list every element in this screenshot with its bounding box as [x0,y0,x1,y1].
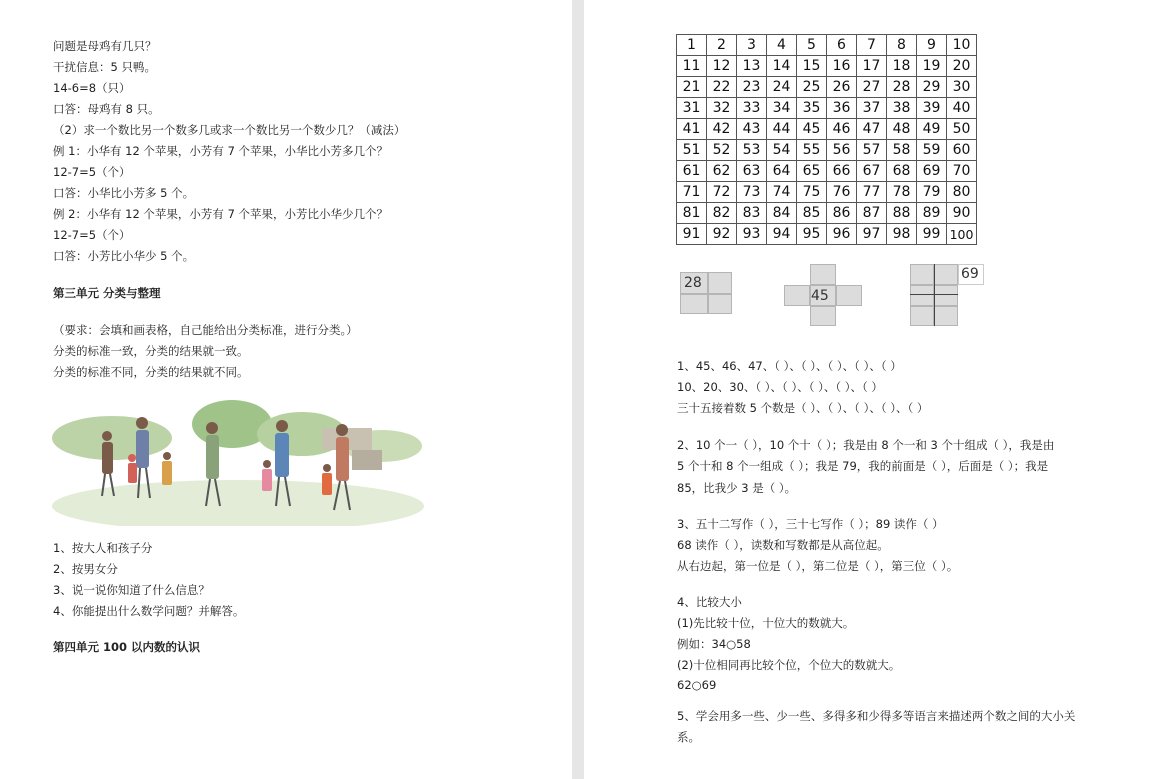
hundred-chart-cell: 1 [677,35,707,56]
hundred-chart-cell: 51 [677,140,707,161]
hundred-chart-cell: 13 [737,56,767,77]
hundred-chart-cell: 2 [707,35,737,56]
text-line: 12-7=5（个） [53,228,131,242]
text-line: 干扰信息：5 只鸭。 [53,60,156,74]
hundred-chart-cell: 53 [737,140,767,161]
hundred-chart-cell: 70 [947,161,977,182]
text-line: 系。 [677,730,700,744]
hundred-chart-cell: 31 [677,98,707,119]
hundred-chart-cell: 64 [767,161,797,182]
hundred-chart-cell: 36 [827,98,857,119]
hundred-chart-cell: 26 [827,77,857,98]
section-title: 第四单元 100 以内数的认识 [53,640,201,654]
text-line: 分类的标准一致，分类的结果就一致。 [53,344,249,358]
text-line: 85，比我少 3 是（ ）。 [677,481,797,495]
fragment-label: 69 [961,266,979,282]
hundred-chart-cell: 97 [857,224,887,245]
hundred-chart-cell: 87 [857,203,887,224]
hundred-chart-cell: 30 [947,77,977,98]
hundred-chart-cell: 75 [797,182,827,203]
text-line: 68 读作（ ），读数和写数都是从高位起。 [677,538,889,552]
hundred-chart [676,34,977,245]
hundred-chart-cell: 21 [677,77,707,98]
hundred-chart-cell: 85 [797,203,827,224]
hundred-chart-cell: 72 [707,182,737,203]
hundred-chart-cell: 27 [857,77,887,98]
hundred-chart-cell: 52 [707,140,737,161]
text-line: (1)先比较十位，十位大的数就大。 [677,616,855,630]
hundred-chart-cell: 63 [737,161,767,182]
hundred-chart-cell: 16 [827,56,857,77]
text-line: 10、20、30、（ ）、（ ）、（ ）、（ ）、（ ） [677,380,883,394]
text-line: 分类的标准不同，分类的结果就不同。 [53,365,249,379]
hundred-chart-row [677,182,977,203]
hundred-chart-cell: 56 [827,140,857,161]
hundred-chart-cell: 49 [917,119,947,140]
text-line: （要求：会填和画表格，自己能给出分类标准，进行分类。） [53,323,358,337]
hundred-chart-cell: 86 [827,203,857,224]
hundred-chart-cell: 91 [677,224,707,245]
hundred-chart-cell: 38 [887,98,917,119]
hundred-chart-cell: 73 [737,182,767,203]
hundred-chart-cell: 77 [857,182,887,203]
text-line: 问题是母鸡有几只？ [53,39,157,53]
hundred-chart-cell: 34 [767,98,797,119]
question-item: 3、说一说你知道了什么信息？ [53,583,210,597]
hundred-chart-cell: 65 [797,161,827,182]
text-line: （2）求一个数比另一个数多几或求一个数比另一个数少几？（减法） [53,123,406,137]
hundred-chart-cell: 43 [737,119,767,140]
hundred-chart-cell: 74 [767,182,797,203]
text-line: 14-6=8（只） [53,81,131,95]
hundred-chart-cell: 8 [887,35,917,56]
hundred-chart-cell: 92 [707,224,737,245]
hundred-chart-cell: 7 [857,35,887,56]
hundred-chart-cell: 57 [857,140,887,161]
text-line: 例 2：小华有 12 个苹果，小芳有 7 个苹果，小芳比小华少几个？ [53,207,389,221]
hundred-chart-cell: 96 [827,224,857,245]
hundred-chart-cell: 66 [827,161,857,182]
chart-fragment-45 [784,264,862,326]
hundred-chart-cell: 55 [797,140,827,161]
hundred-chart-cell: 67 [857,161,887,182]
hundred-chart-cell: 61 [677,161,707,182]
hundred-chart-cell: 50 [947,119,977,140]
hundred-chart-row [677,56,977,77]
text-line: 口答：母鸡有 8 只。 [53,102,160,116]
hundred-chart-row [677,161,977,182]
hundred-chart-cell: 42 [707,119,737,140]
hundred-chart-cell: 24 [767,77,797,98]
hundred-chart-cell: 22 [707,77,737,98]
text-line: 5、学会用多一些、少一些、多得多和少得多等语言来描述两个数之间的大小关 [677,709,1076,723]
hundred-chart-cell: 98 [887,224,917,245]
hundred-chart-cell: 88 [887,203,917,224]
hundred-chart-cell: 82 [707,203,737,224]
chart-fragment-69 [910,264,984,326]
hundred-chart-cell: 81 [677,203,707,224]
hundred-chart-cell: 94 [767,224,797,245]
hundred-chart-cell: 89 [917,203,947,224]
hundred-chart-cell: 78 [887,182,917,203]
hundred-chart-row [677,224,977,245]
hundred-chart-cell: 76 [827,182,857,203]
hundred-chart-cell: 33 [737,98,767,119]
hundred-chart-cell: 29 [917,77,947,98]
hundred-chart-cell: 20 [947,56,977,77]
hundred-chart-cell: 11 [677,56,707,77]
hundred-chart-cell: 60 [947,140,977,161]
hundred-chart-row [677,35,977,56]
question-item: 4、你能提出什么数学问题？并解答。 [53,604,245,618]
hundred-chart-cell: 32 [707,98,737,119]
hundred-chart-cell: 100 [947,224,977,245]
hundred-chart-cell: 47 [857,119,887,140]
text-line: 4、比较大小 [677,595,742,609]
left-page [0,0,572,779]
section-title: 第三单元 分类与整理 [53,286,161,300]
hundred-chart-cell: 23 [737,77,767,98]
text-line: 2、10 个一（ ），10 个十（ ）；我是由 8 个一和 3 个十组成（ ），我是由 [677,438,1055,452]
hundred-chart-cell: 95 [797,224,827,245]
hundred-chart-cell: 99 [917,224,947,245]
hundred-chart-cell: 90 [947,203,977,224]
hundred-chart-cell: 54 [767,140,797,161]
hundred-chart-cell: 28 [887,77,917,98]
hundred-chart-cell: 62 [707,161,737,182]
hundred-chart-row [677,119,977,140]
hundred-chart-cell: 45 [797,119,827,140]
text-line: 三十五接着数 5 个数是（ ）、（ ）、（ ）、（ ）、（ ） [677,401,929,415]
hundred-chart-cell: 41 [677,119,707,140]
hundred-chart-cell: 44 [767,119,797,140]
hundred-chart-cell: 40 [947,98,977,119]
hundred-chart-row [677,98,977,119]
hundred-chart-cell: 35 [797,98,827,119]
text-line: 口答：小芳比小华少 5 个。 [53,249,195,263]
text-line: 12-7=5（个） [53,165,131,179]
hundred-chart-cell: 4 [767,35,797,56]
text-line: 5 个十和 8 个一组成（ ）；我是 79，我的前面是（ ），后面是（ ）；我是 [677,459,1049,473]
text-line: 3、五十二写作（ ），三十七写作（ ）；89 读作（ ） [677,517,944,531]
text-line: 1、45、46、47、（ ）、（ ）、（ ）、（ ）、（ ） [677,359,902,373]
hundred-chart-cell: 6 [827,35,857,56]
hundred-chart-cell: 12 [707,56,737,77]
hundred-chart-cell: 48 [887,119,917,140]
hundred-chart-cell: 46 [827,119,857,140]
text-line: (2)十位相同再比较个位，个位大的数就大。 [677,658,901,672]
hundred-chart-cell: 3 [737,35,767,56]
hundred-chart-cell: 15 [797,56,827,77]
text-line: 62○69 [677,678,717,692]
text-line: 从右边起，第一位是（ ），第二位是（ ），第三位（ ）。 [677,559,959,573]
hundred-chart-cell: 14 [767,56,797,77]
question-item: 1、按大人和孩子分 [53,541,153,555]
chart-fragment-28 [680,272,734,316]
hundred-chart-cell: 69 [917,161,947,182]
hundred-chart-cell: 19 [917,56,947,77]
question-item: 2、按男女分 [53,562,118,576]
hundred-chart-cell: 93 [737,224,767,245]
family-walking-illustration [52,398,424,526]
hundred-chart-cell: 18 [887,56,917,77]
text-line: 例如：34○58 [677,637,751,651]
hundred-chart-cell: 37 [857,98,887,119]
hundred-chart-cell: 59 [917,140,947,161]
hundred-chart-cell: 68 [887,161,917,182]
hundred-chart-cell: 17 [857,56,887,77]
fragment-label: 45 [811,288,829,304]
text-line: 口答：小华比小芳多 5 个。 [53,186,195,200]
text-line: 例 1：小华有 12 个苹果，小芳有 7 个苹果，小华比小芳多几个？ [53,144,389,158]
right-page [584,0,1163,779]
hundred-chart-row [677,77,977,98]
hundred-chart-cell: 79 [917,182,947,203]
fragment-label: 28 [684,275,702,291]
hundred-chart-cell: 10 [947,35,977,56]
hundred-chart-cell: 58 [887,140,917,161]
hundred-chart-cell: 80 [947,182,977,203]
hundred-chart-cell: 39 [917,98,947,119]
hundred-chart-cell: 9 [917,35,947,56]
hundred-chart-cell: 84 [767,203,797,224]
hundred-chart-cell: 83 [737,203,767,224]
hundred-chart-row [677,203,977,224]
hundred-chart-cell: 71 [677,182,707,203]
hundred-chart-cell: 25 [797,77,827,98]
hundred-chart-row [677,140,977,161]
hundred-chart-cell: 5 [797,35,827,56]
